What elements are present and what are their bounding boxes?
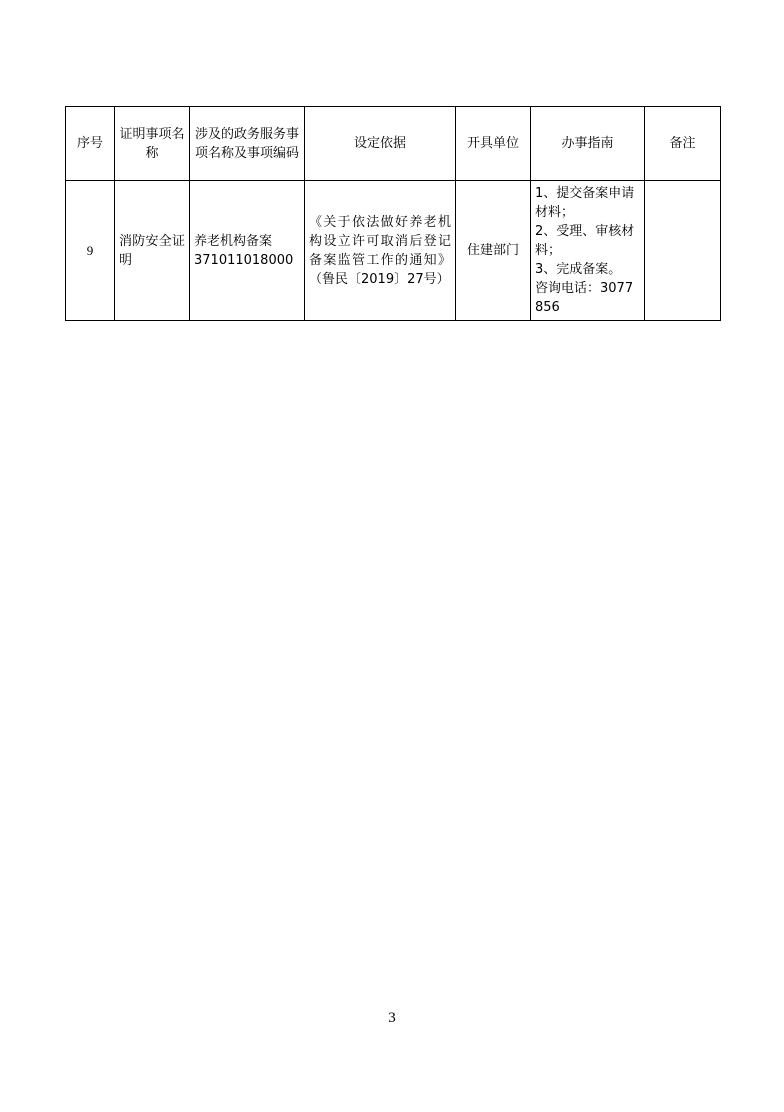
header-index: 序号 — [66, 107, 115, 181]
page-number: 3 — [388, 1010, 396, 1026]
table-header-row — [66, 107, 721, 181]
guide-phone: 咨询电话：3077856 — [535, 281, 634, 315]
guide-step-2: 2、受理、审核材料； — [535, 224, 635, 258]
guide-step-1: 1、提交备案申请材料； — [535, 186, 635, 220]
header-service-name-code: 涉及的政务服务事项名称及事项编码 — [190, 107, 305, 181]
row-issuer: 住建部门 — [456, 181, 531, 321]
table-row — [66, 181, 721, 321]
row-index: 9 — [66, 181, 115, 321]
certification-table — [65, 106, 721, 321]
row-guide — [531, 181, 645, 321]
header-basis: 设定依据 — [305, 107, 456, 181]
row-remark — [645, 181, 721, 321]
service-name: 养老机构备案 — [194, 233, 273, 249]
header-cert-name: 证明事项名称 — [115, 107, 190, 181]
row-service — [190, 181, 305, 321]
guide-step-3: 3、完成备案。 — [535, 262, 622, 277]
row-basis: 《关于依法做好养老机构设立许可取消后登记备案监管工作的通知》（鲁民〔2019〕27号） — [305, 181, 456, 321]
header-remark: 备注 — [645, 107, 721, 181]
header-issuer: 开具单位 — [456, 107, 531, 181]
header-guide: 办事指南 — [531, 107, 645, 181]
row-cert-name: 消防安全证明 — [115, 181, 190, 321]
service-code: 371011018000 — [194, 252, 294, 268]
